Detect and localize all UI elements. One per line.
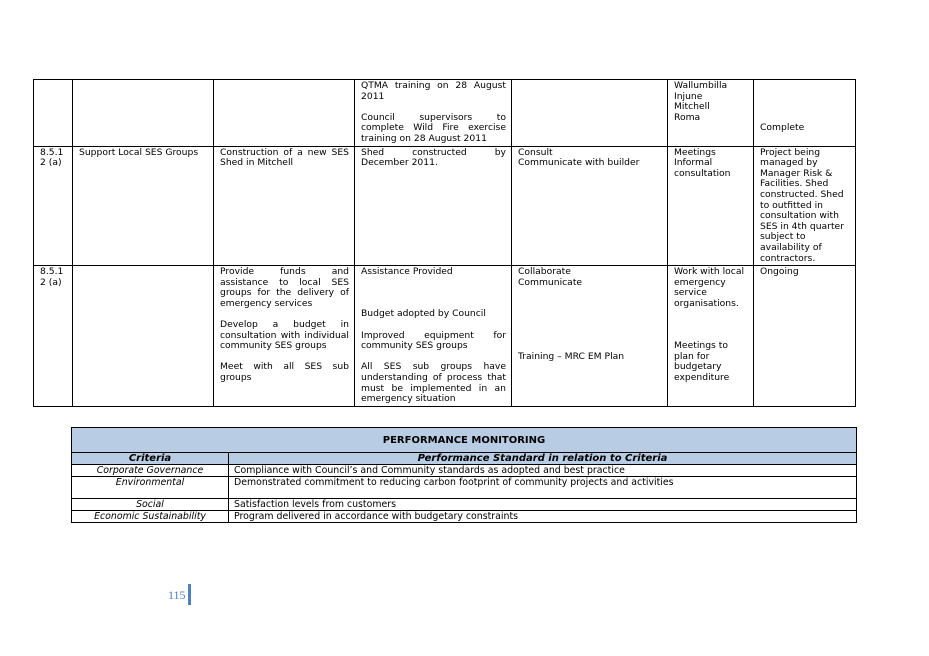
standard-cell: Compliance with Council’s and Community standards as adopted and best practice [229, 465, 857, 477]
criteria-cell: Environmental [72, 477, 229, 499]
task-cell [214, 266, 355, 407]
standard-cell: Satisfaction levels from customers [229, 499, 857, 511]
method-text: Communicate with builder [518, 157, 640, 169]
criteria-cell: Social [72, 499, 229, 511]
method-cell [512, 146, 668, 266]
outcome-text: All SES sub groups have understanding of process that must be implemented in an emergency situation [361, 361, 506, 405]
page-number-bar [188, 584, 191, 605]
outcome-cell [355, 80, 512, 147]
stakeholder-text: Meetings to plan for budgetary expenditure [674, 340, 730, 384]
stakeholder-text: Roma [674, 111, 701, 123]
standard-header: Performance Standard in relation to Criteria [229, 453, 857, 465]
page-number: 115 [168, 588, 186, 602]
outcome-text: Assistance Provided [361, 266, 453, 278]
table-row [34, 146, 856, 266]
task-text: Meet with all SES sub groups [220, 361, 349, 384]
table-row [72, 499, 857, 511]
outcome-text: Improved equipment for community SES groups [361, 329, 506, 352]
stakeholder-text: Meetings [674, 146, 716, 158]
method-text: Communicate [518, 276, 583, 288]
action-cell [73, 80, 214, 147]
stakeholder-text: Wallumbilla [674, 80, 728, 91]
criteria-header: Criteria [72, 453, 229, 465]
action-cell [73, 266, 214, 407]
task-cell [214, 80, 355, 147]
ref-cell [34, 80, 73, 147]
ref-cell: 8.5.1 2 (a) [34, 146, 73, 266]
outcome-cell [355, 266, 512, 407]
stakeholders-cell [668, 266, 754, 407]
stakeholders-cell [668, 80, 754, 147]
status-text: Complete [760, 122, 805, 134]
table-row [72, 465, 857, 477]
task-text: Construction of a new SES Shed in Mitchell [220, 146, 349, 169]
status-cell [754, 146, 856, 266]
action-cell: Support Local SES Groups [73, 146, 214, 266]
status-cell [754, 80, 856, 147]
task-text: Develop a budget in consultation with individual community SES groups [220, 319, 349, 352]
stakeholder-text: Work with local emergency service organisations. [674, 266, 745, 309]
outcome-text: QTMA training on 28 August 2011 [361, 80, 506, 102]
status-cell [754, 266, 856, 407]
method-cell [512, 266, 668, 407]
standard-cell: Program delivered in accordance with budgetary constraints [229, 511, 857, 523]
performance-monitoring-table [71, 427, 857, 523]
method-text: Collaborate [518, 266, 571, 278]
table-row [34, 266, 856, 407]
task-cell [214, 146, 355, 266]
outcome-text: Shed constructed by December 2011. [361, 146, 506, 169]
outcome-cell [355, 146, 512, 266]
table-row [72, 477, 857, 499]
method-cell [512, 80, 668, 147]
status-text: Ongoing [760, 266, 799, 278]
status-text: Project being managed by Manager Risk & Facilities. Shed constructed. Shed to outfitted in consultation with SES in 4th quarter subject to availability of contractors. [760, 146, 844, 264]
stakeholders-cell [668, 146, 754, 266]
criteria-cell: Corporate Governance [72, 465, 229, 477]
ref-cell: 8.5.1 2 (a) [34, 266, 73, 407]
stakeholder-text: Injune [674, 90, 703, 102]
outcome-text: Council supervisors to complete Wild Fire exercise training on 28 August 2011 [361, 111, 506, 144]
action-plan-table [33, 79, 856, 407]
stakeholder-text: Mitchell [674, 101, 710, 113]
stakeholder-text: Informal consultation [674, 157, 731, 179]
table-row [34, 80, 856, 147]
method-text: Training – MRC EM Plan [518, 350, 625, 362]
criteria-cell: Economic Sustainability [72, 511, 229, 523]
table-row [72, 511, 857, 523]
performance-title: PERFORMANCE MONITORING [72, 428, 857, 453]
standard-cell: Demonstrated commitment to reducing carbon footprint of community projects and activities [229, 477, 857, 499]
outcome-text: Budget adopted by Council [361, 308, 486, 320]
task-text: Provide funds and assistance to local SES groups for the delivery of emergency services [220, 266, 349, 309]
method-text: Consult [518, 146, 553, 158]
